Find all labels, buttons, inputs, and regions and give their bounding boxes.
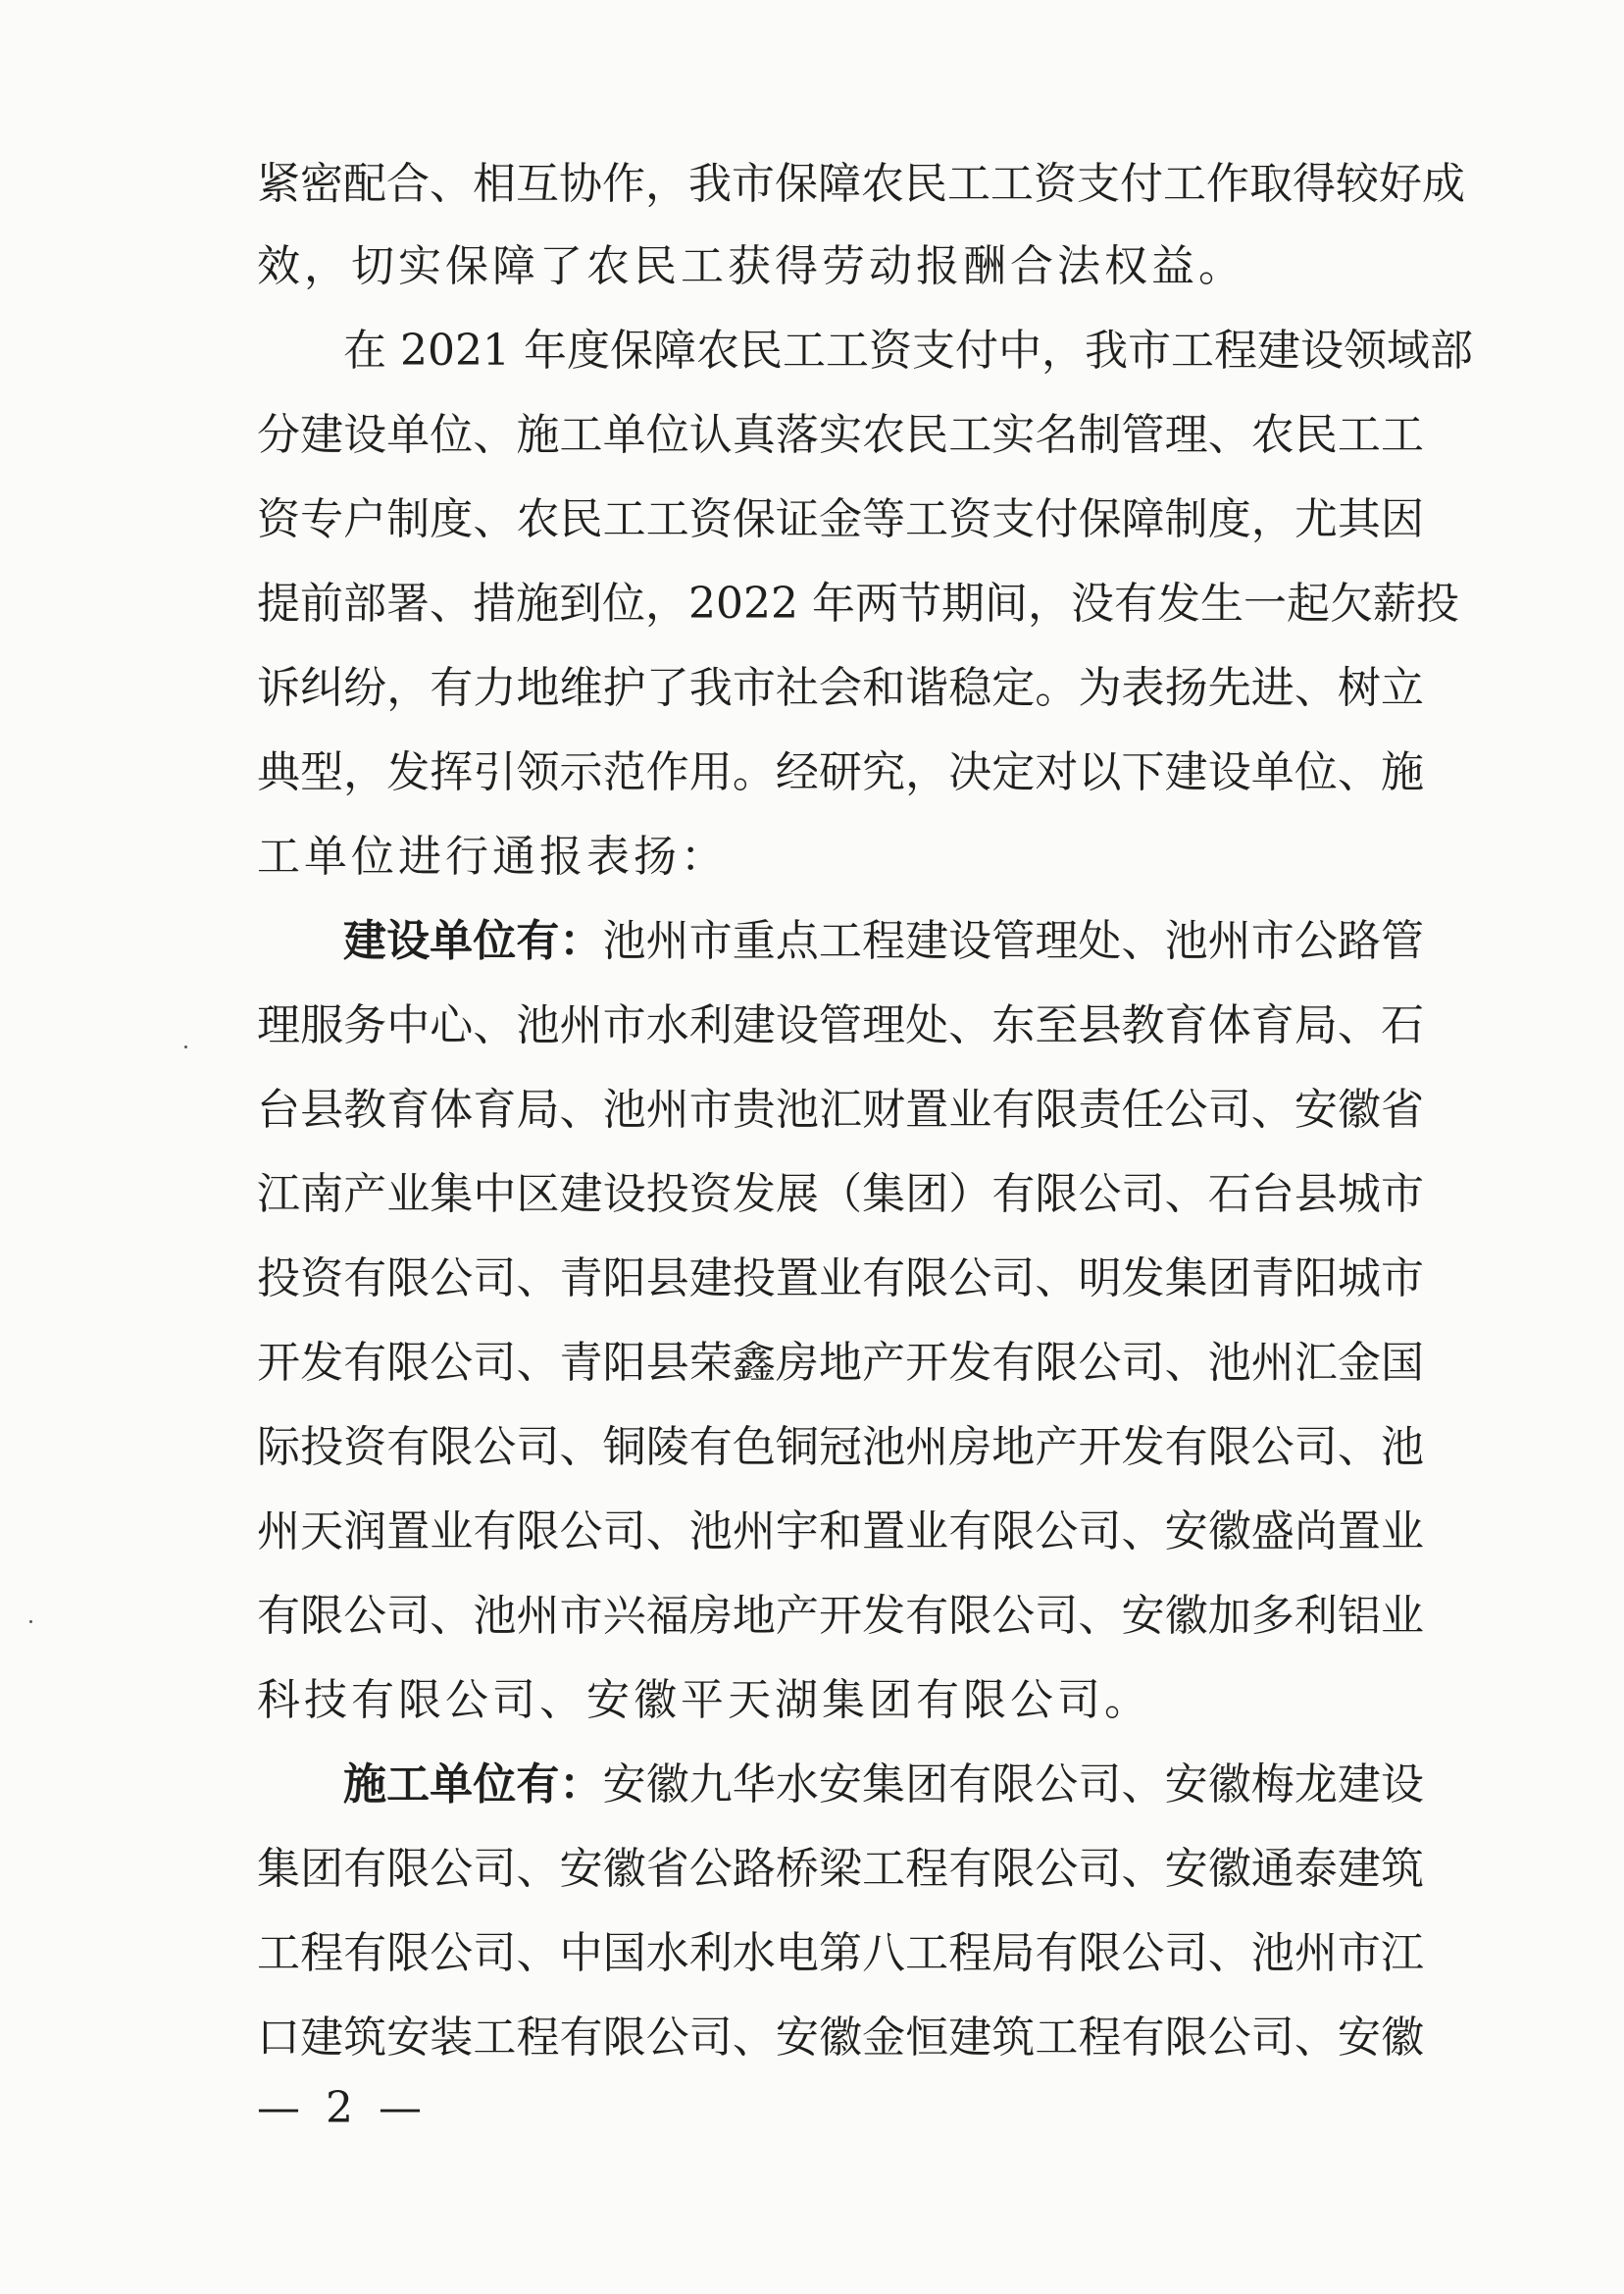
paragraph-line: 分建设单位、施工单位认真落实农民工实名制管理、农民工工: [257, 410, 1424, 460]
paragraph-line: 科技有限公司、安徽平天湖集团有限公司。: [257, 1675, 1151, 1725]
paragraph-line: 紧密配合、相互协作，我市保障农民工工资支付工作取得较好成: [257, 159, 1465, 209]
paragraph-line: 资专户制度、农民工工资保证金等工资支付保障制度，尤其因: [257, 494, 1424, 544]
paragraph-line: 典型，发挥引领示范作用。经研究，决定对以下建设单位、施: [257, 747, 1424, 797]
contractor-units-text: 安徽九华水安集团有限公司、安徽梅龙建设: [602, 1759, 1424, 1810]
paragraph-line: 工程有限公司、中国水利水电第八工程局有限公司、池州市江: [257, 1928, 1424, 1978]
scan-speck: [29, 1620, 32, 1623]
paragraph-line: 州天润置业有限公司、池州宇和置业有限公司、安徽盛尚置业: [257, 1506, 1424, 1556]
paragraph-line: 有限公司、池州市兴福房地产开发有限公司、安徽加多利铝业: [257, 1591, 1424, 1641]
paragraph-line: 理服务中心、池州市水利建设管理处、东至县教育体育局、石: [257, 1000, 1424, 1050]
page-number: — 2 —: [257, 2083, 428, 2133]
paragraph-line: 口建筑安装工程有限公司、安徽金恒建筑工程有限公司、安徽: [257, 2013, 1424, 2063]
paragraph-line: 台县教育体育局、池州市贵池汇财置业有限责任公司、安徽省: [257, 1085, 1424, 1135]
paragraph-line: 工单位进行通报表扬：: [257, 832, 728, 882]
paragraph-line: 投资有限公司、青阳县建投置业有限公司、明发集团青阳城市: [257, 1253, 1424, 1303]
paragraph-line: 江南产业集中区建设投资发展（集团）有限公司、石台县城市: [257, 1169, 1424, 1219]
construction-units-text: 池州市重点工程建设管理处、池州市公路管: [602, 916, 1424, 966]
paragraph-line: 集团有限公司、安徽省公路桥梁工程有限公司、安徽通泰建筑: [257, 1844, 1424, 1894]
construction-units-label: 建设单位有：: [343, 916, 603, 966]
paragraph-line: 诉纠纷，有力地维护了我市社会和谐稳定。为表扬先进、树立: [257, 663, 1424, 713]
paragraph-line: 效，切实保障了农民工获得劳动报酬合法权益。: [257, 241, 1245, 291]
paragraph-line: 际投资有限公司、铜陵有色铜冠池州房地产开发有限公司、池: [257, 1422, 1424, 1472]
contractor-units-label: 施工单位有：: [343, 1759, 603, 1810]
contractor-units-first-line: [343, 1744, 1424, 1826]
paragraph-line: 提前部署、措施到位，2022 年两节期间，没有发生一起欠薪投: [257, 579, 1459, 629]
scan-speck: [184, 1045, 187, 1048]
paragraph-line: 在 2021 年度保障农民工工资支付中，我市工程建设领域部: [343, 326, 1473, 376]
paragraph-line: 开发有限公司、青阳县荣鑫房地产开发有限公司、池州汇金国: [257, 1338, 1424, 1388]
construction-units-first-line: [343, 900, 1424, 983]
